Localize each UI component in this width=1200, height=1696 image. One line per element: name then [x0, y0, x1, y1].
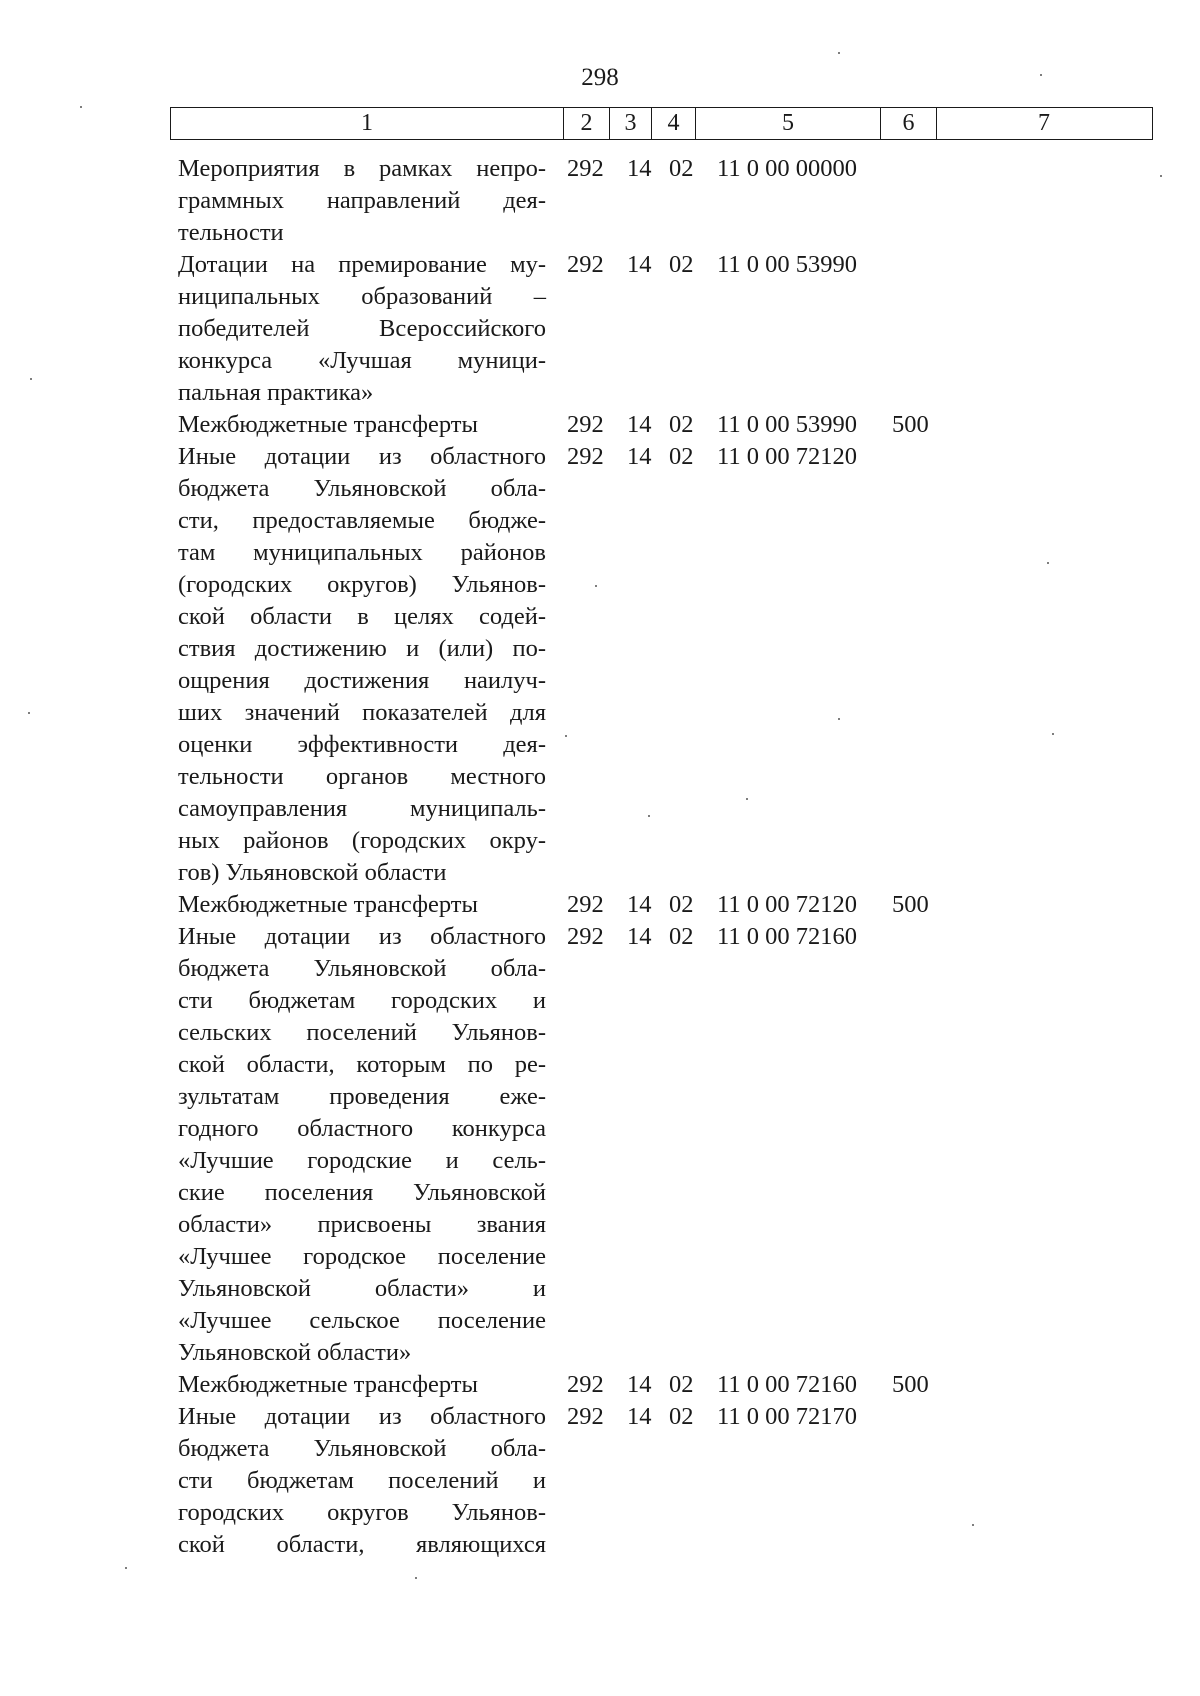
cell-c6: 500 — [892, 411, 929, 438]
row-description — [178, 249, 546, 409]
cell-c2: 292 — [567, 891, 604, 918]
cell-c4: 02 — [669, 251, 694, 278]
page-number: 298 — [581, 64, 619, 91]
scan-speck — [746, 798, 748, 800]
scan-speck — [648, 815, 650, 817]
description-line: гов) Ульяновской области — [178, 859, 447, 886]
cell-c5: 11 0 00 53990 — [717, 251, 857, 278]
cell-c4: 02 — [669, 155, 694, 182]
row-description — [178, 441, 546, 889]
description-line: ных районов (городских окру- — [178, 827, 546, 854]
cell-c2: 292 — [567, 1371, 604, 1398]
scan-speck — [28, 712, 30, 714]
description-line: тельности — [178, 219, 284, 246]
description-line: области» присвоены звания — [178, 1211, 546, 1238]
cell-c2: 292 — [567, 443, 604, 470]
column-header-6: 6 — [880, 108, 936, 139]
row-description — [178, 1369, 546, 1401]
description-line: Иные дотации из областного — [178, 1403, 546, 1430]
cell-c2: 292 — [567, 1403, 604, 1430]
cell-c5: 11 0 00 72170 — [717, 1403, 857, 1430]
cell-c3: 14 — [627, 443, 652, 470]
column-header-4: 4 — [651, 108, 695, 139]
description-line: ниципальных образований – — [178, 283, 546, 310]
description-line: Иные дотации из областного — [178, 923, 546, 950]
cell-c2: 292 — [567, 923, 604, 950]
cell-c5: 11 0 00 72120 — [717, 891, 857, 918]
cell-c6: 500 — [892, 891, 929, 918]
row-description — [178, 889, 546, 921]
description-line: ской области, которым по ре- — [178, 1051, 546, 1078]
cell-c3: 14 — [627, 1403, 652, 1430]
cell-c3: 14 — [627, 891, 652, 918]
description-line: пальная практика» — [178, 379, 374, 406]
description-line: бюджета Ульяновской обла- — [178, 475, 546, 502]
description-line: Ульяновской области» — [178, 1339, 412, 1366]
description-line: (городских округов) Ульянов- — [178, 571, 546, 598]
scan-speck — [1160, 175, 1162, 177]
description-line: «Лучшие городские и сель- — [178, 1147, 546, 1174]
cell-c5: 11 0 00 72160 — [717, 923, 857, 950]
row-description — [178, 1401, 546, 1561]
description-line: ской области в целях содей- — [178, 603, 546, 630]
cell-c5: 11 0 00 53990 — [717, 411, 857, 438]
row-description — [178, 153, 546, 249]
cell-c2: 292 — [567, 251, 604, 278]
description-line: ощрения достижения наилуч- — [178, 667, 546, 694]
description-line: Межбюджетные трансферты — [178, 891, 478, 918]
description-line: тельности органов местного — [178, 763, 546, 790]
row-description — [178, 409, 546, 441]
cell-c4: 02 — [669, 891, 694, 918]
scan-speck — [565, 735, 567, 737]
scan-speck — [1040, 74, 1042, 76]
table-header — [170, 107, 1153, 140]
cell-c6: 500 — [892, 1371, 929, 1398]
scan-speck — [838, 718, 840, 720]
cell-c4: 02 — [669, 411, 694, 438]
description-line: бюджета Ульяновской обла- — [178, 955, 546, 982]
description-line: Межбюджетные трансферты — [178, 411, 478, 438]
description-line: конкурса «Лучшая муници- — [178, 347, 546, 374]
cell-c5: 11 0 00 00000 — [717, 155, 857, 182]
scan-speck — [838, 52, 840, 54]
scan-speck — [125, 1567, 127, 1569]
scan-speck — [80, 106, 82, 108]
scan-speck — [415, 1577, 417, 1579]
cell-c4: 02 — [669, 1371, 694, 1398]
cell-c4: 02 — [669, 923, 694, 950]
scan-speck — [595, 585, 597, 587]
cell-c3: 14 — [627, 1371, 652, 1398]
description-line: бюджета Ульяновской обла- — [178, 1435, 546, 1462]
description-line: оценки эффективности дея- — [178, 731, 546, 758]
column-header-2: 2 — [563, 108, 609, 139]
row-description — [178, 921, 546, 1369]
description-line: ствия достижению и (или) по- — [178, 635, 546, 662]
description-line: ской области, являющихся — [178, 1531, 546, 1558]
description-line: годного областного конкурса — [178, 1115, 546, 1142]
description-line: победителей Всероссийского — [178, 315, 546, 342]
column-header-7: 7 — [936, 108, 1151, 139]
description-line: Межбюджетные трансферты — [178, 1371, 478, 1398]
cell-c3: 14 — [627, 155, 652, 182]
description-line: граммных направлений дея- — [178, 187, 546, 214]
description-line: самоуправления муниципаль- — [178, 795, 546, 822]
column-header-3: 3 — [609, 108, 651, 139]
column-header-5: 5 — [695, 108, 880, 139]
description-line: ших значений показателей для — [178, 699, 546, 726]
description-line: сельских поселений Ульянов- — [178, 1019, 546, 1046]
description-line: «Лучшее сельское поселение — [178, 1307, 546, 1334]
cell-c3: 14 — [627, 411, 652, 438]
description-line: Дотации на премирование му- — [178, 251, 546, 278]
cell-c4: 02 — [669, 1403, 694, 1430]
description-line: «Лучшее городское поселение — [178, 1243, 546, 1270]
description-line: Иные дотации из областного — [178, 443, 546, 470]
scan-speck — [30, 378, 32, 380]
description-line: сти, предоставляемые бюдже- — [178, 507, 546, 534]
description-line: сти бюджетам поселений и — [178, 1467, 546, 1494]
description-line: городских округов Ульянов- — [178, 1499, 546, 1526]
description-line: Мероприятия в рамках непро- — [178, 155, 546, 182]
column-header-1: 1 — [361, 110, 373, 136]
description-line: сти бюджетам городских и — [178, 987, 546, 1014]
cell-c5: 11 0 00 72160 — [717, 1371, 857, 1398]
cell-c5: 11 0 00 72120 — [717, 443, 857, 470]
description-line: Ульяновской области» и — [178, 1275, 546, 1302]
cell-c2: 292 — [567, 155, 604, 182]
description-line: зультатам проведения еже- — [178, 1083, 546, 1110]
description-line: ские поселения Ульяновской — [178, 1179, 546, 1206]
description-line: там муниципальных районов — [178, 539, 546, 566]
cell-c2: 292 — [567, 411, 604, 438]
cell-c3: 14 — [627, 923, 652, 950]
scan-speck — [1052, 733, 1054, 735]
cell-c4: 02 — [669, 443, 694, 470]
scan-speck — [1047, 562, 1049, 564]
scan-speck — [972, 1524, 974, 1526]
cell-c3: 14 — [627, 251, 652, 278]
